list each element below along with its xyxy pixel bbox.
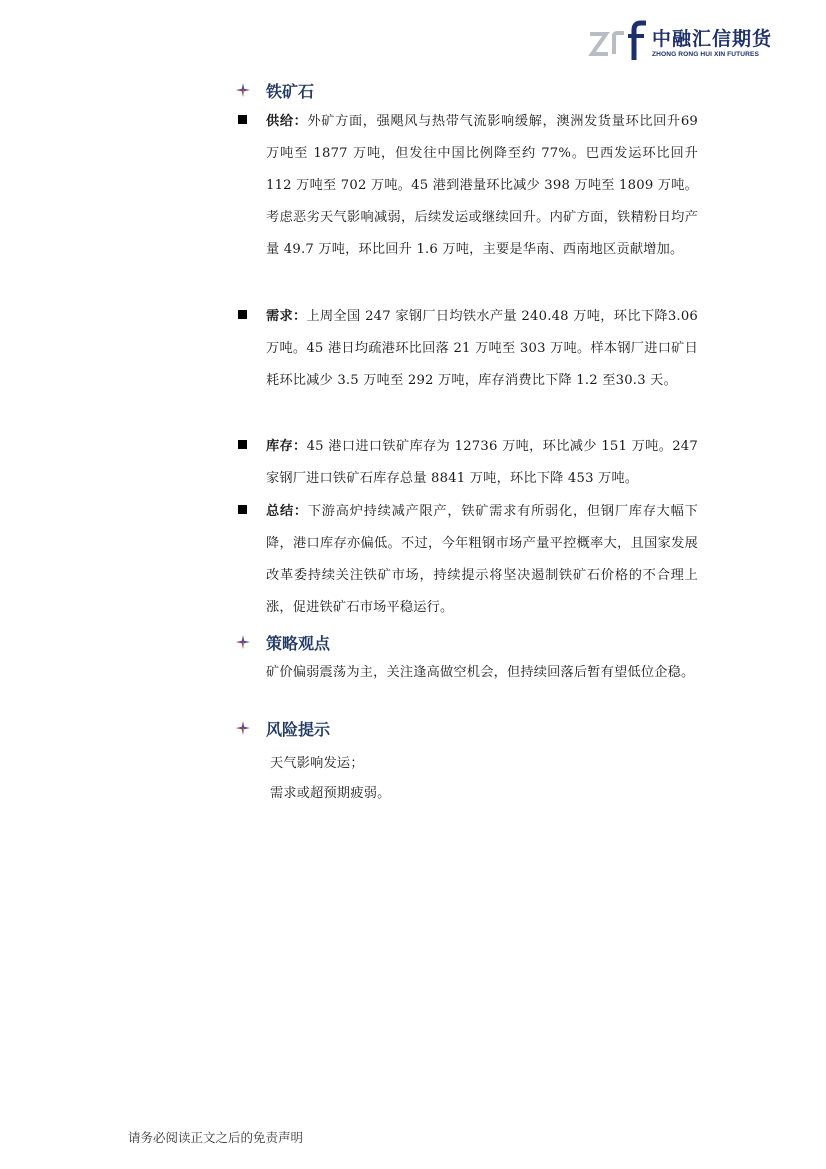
section-title: 策略观点 — [266, 633, 331, 653]
list-item-inventory — [236, 431, 698, 495]
section-heading-iron-ore — [236, 77, 314, 103]
summary-paragraph — [266, 496, 698, 624]
section-title: 铁矿石 — [266, 81, 315, 101]
demand-label: 需求： — [266, 309, 307, 324]
summary-text: 下游高炉持续减产限产，铁矿需求有所弱化，但钢厂库存大幅下降，港口库存亦偏低。不过，今年粗钢市场产量平控概率大，且国家发展改革委持续关注铁矿市场，持续提示将坚决遏制铁矿石价格的不合理上涨，促进铁矿石市场平稳运行。 — [266, 504, 698, 615]
inventory-text: 45 港口进口铁矿库存为 12736 万吨，环比减少 151 万吨。247家钢厂进口铁矿石库存总量 8841 万吨，环比下降 453 万吨。 — [266, 439, 698, 486]
footer-disclaimer: 请务必阅读正文之后的免责声明 — [128, 1130, 304, 1145]
logo-english-name: ZHONG RONG HUI XIN FUTURES — [652, 51, 760, 58]
square-bullet-icon — [238, 440, 247, 449]
section-title: 风险提示 — [266, 719, 331, 739]
four-point-star-bullet-icon — [236, 635, 250, 649]
supply-label: 供给： — [266, 114, 308, 129]
logo-chinese-name: 中融汇信期货 — [652, 28, 773, 50]
summary-label: 总结： — [266, 504, 308, 519]
demand-text: 上周全国 247 家钢厂日均铁水产量 240.48 万吨，环比下降3.06 万吨。45 港日均疏港环比回落 21 万吨至 303 万吨。样本钢厂进口矿日耗环比减少 3.5 万吨至 292 万吨，库存消费比下降 1.2 至30.3 天。 — [266, 309, 698, 388]
square-bullet-icon — [238, 505, 247, 514]
risk-line-2: 需求或超预期疲弱。 — [270, 786, 391, 801]
section-heading-strategy — [236, 629, 330, 655]
square-bullet-icon — [238, 310, 247, 319]
supply-text: 外矿方面，强飓风与热带气流影响缓解，澳洲发货量环比回升69 万吨至 1877 万吨，但发往中国比例降至约 77%。巴西发运环比回升 112 万吨至 702 万吨。45 港到港量环比减少 398 万吨至 1809 万吨。考虑恶劣天气影响减弱，后续发运或继续回升。内矿方面，铁精粉日均产量 49.7 万吨，环比回升 1.6 万吨，主要是华南、西南地区贡献增加。 — [266, 114, 698, 257]
zrf-logo-mark-icon — [588, 20, 648, 64]
list-item-demand — [236, 301, 698, 397]
supply-paragraph — [266, 106, 698, 266]
square-bullet-icon — [238, 115, 247, 124]
strategy-text: 矿价偏弱震荡为主，关注逢高做空机会，但持续回落后暂有望低位企稳。 — [266, 665, 695, 680]
section-heading-risk — [236, 715, 330, 741]
company-logo — [588, 20, 778, 64]
list-item-supply — [236, 106, 698, 266]
list-item-summary — [236, 496, 698, 624]
four-point-star-bullet-icon — [236, 721, 250, 735]
inventory-label: 库存： — [266, 439, 307, 454]
demand-paragraph — [266, 301, 698, 397]
inventory-paragraph — [266, 431, 698, 495]
risk-line-1: 天气影响发运； — [270, 756, 364, 771]
four-point-star-bullet-icon — [236, 83, 250, 97]
